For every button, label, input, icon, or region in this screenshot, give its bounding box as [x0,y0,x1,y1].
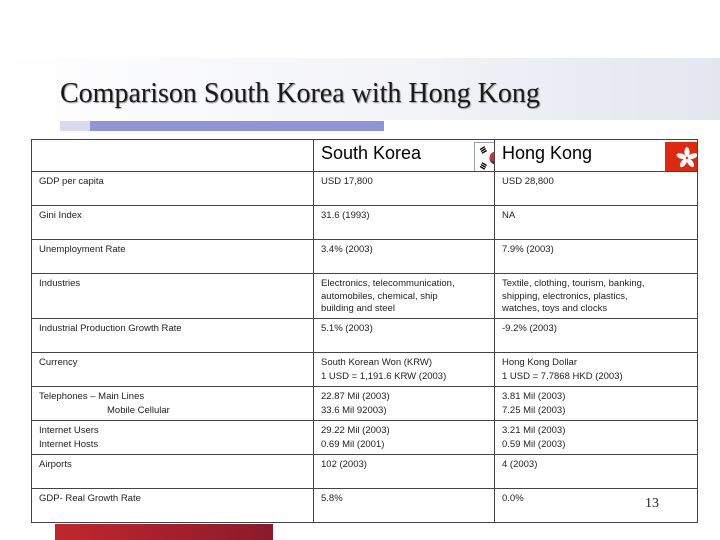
row-label: Industrial Production Growth Rate [32,318,314,352]
south-korea-value: 5.8% [314,488,495,522]
hong-kong-value: Textile, clothing, tourism, banking, shipping, electronics, plastics, watches, toys and clocks [495,274,698,319]
row-label: Internet Users Internet Hosts [32,420,314,454]
table-row [32,318,698,352]
row-label: Airports [32,454,314,488]
row-label: Unemployment Rate [32,240,314,274]
hong-kong-flag-icon [665,142,698,172]
south-korea-value: 102 (2003) [314,454,495,488]
table-row [32,352,698,386]
table-row [32,240,698,274]
title-underline-fade [60,121,90,131]
table-row [32,454,698,488]
south-korea-value: Electronics, telecommunication, automobiles, chemical, ship building and steel [314,274,495,319]
header-south-korea [314,140,495,172]
hong-kong-value: USD 28,800 [495,172,698,206]
south-korea-value: 22.87 Mil (2003) 33.6 Mil 92003) [314,386,495,420]
comparison-table [31,139,698,523]
bottom-accent-bar [55,524,273,540]
hong-kong-value: 7.9% (2003) [495,240,698,274]
table-row [32,274,698,319]
hong-kong-value: NA [495,206,698,240]
row-label: GDP- Real Growth Rate [32,488,314,522]
title-underline-bar [60,121,384,131]
row-label: Currency [32,352,314,386]
table-header-row [32,140,698,172]
table-row [32,488,698,522]
table-row [32,386,698,420]
south-korea-value: 31.6 (1993) [314,206,495,240]
hong-kong-value: Hong Kong Dollar 1 USD = 7.7868 HKD (2003) [495,352,698,386]
hong-kong-value: 3.81 Mil (2003) 7.25 Mil (2003) [495,386,698,420]
hong-kong-value: 4 (2003) [495,454,698,488]
south-korea-value: 3.4% (2003) [314,240,495,274]
page-number: 13 [645,496,659,511]
south-korea-value: USD 17,800 [314,172,495,206]
hong-kong-value: 3.21 Mil (2003) 0.59 Mil (2003) [495,420,698,454]
slide-title: Comparison South Korea with Hong Kong [60,78,540,109]
table-row [32,206,698,240]
table-row [32,172,698,206]
header-hong-kong [495,140,698,172]
south-korea-flag-icon [474,142,495,172]
hong-kong-value: 0.0% [495,488,698,522]
table-row [32,420,698,454]
hong-kong-value: -9.2% (2003) [495,318,698,352]
header-empty-cell [32,140,314,172]
south-korea-value: South Korean Won (KRW) 1 USD = 1,191.6 KRW (2003) [314,352,495,386]
row-label: Gini Index [32,206,314,240]
south-korea-value: 29.22 Mil (2003) 0.69 Mil (2001) [314,420,495,454]
row-label: GDP per capita [32,172,314,206]
row-label: Telephones – Main Lines Mobile Cellular [32,386,314,420]
header-south-korea-label: South Korea [321,143,422,164]
row-label: Industries [32,274,314,319]
header-hong-kong-label: Hong Kong [502,143,593,164]
south-korea-value: 5.1% (2003) [314,318,495,352]
